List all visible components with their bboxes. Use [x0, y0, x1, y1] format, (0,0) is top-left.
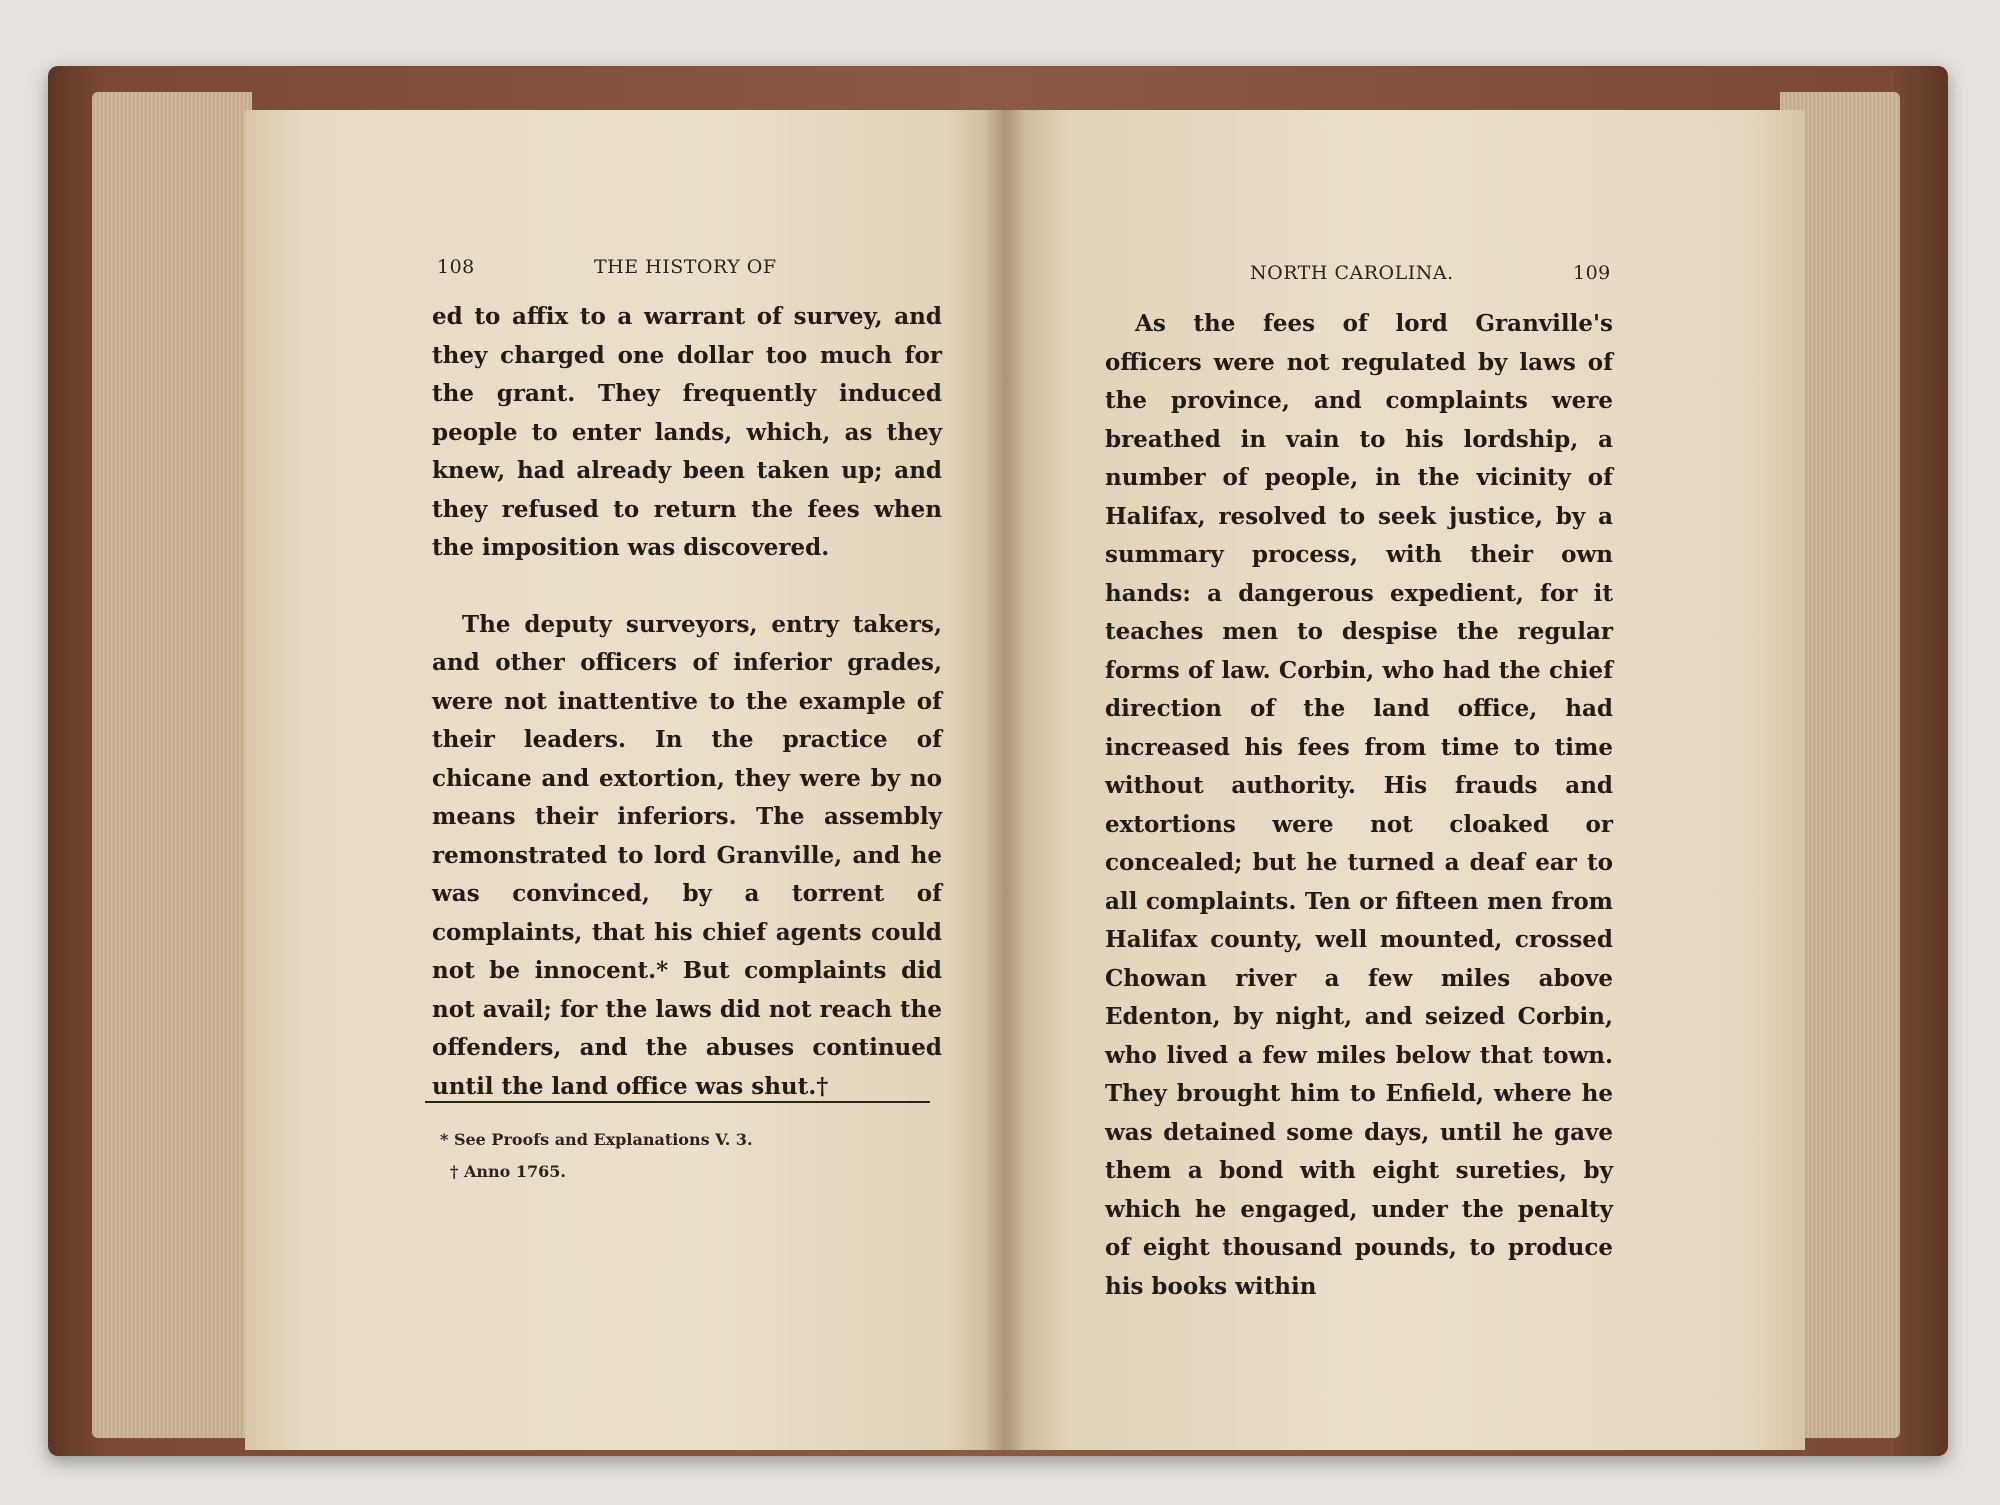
footnote-rule	[425, 1101, 930, 1103]
left-paragraph-1: ed to affix to a warrant of survey, and they charged one dollar too much for the grant. They frequently induced people to enter lands, which, as they knew, had already been taken up; and they refused to return the fees when the imposition was discovered.	[432, 303, 942, 561]
footnote-1: * See Proofs and Explanations V. 3.	[440, 1130, 753, 1149]
footnote-2: † Anno 1765.	[450, 1162, 566, 1181]
left-paragraph-2: The deputy surveyors, entry takers, and other officers of inferior grades, were not inattentive to the example of their leaders. In the practice of chicane and extortion, they were by no means their inferiors. The assembly remonstrated to lord Granville, and he was convinced, by a torrent of complaints, that his chief agents could not be innocent.* But complaints did not avail; for the laws did not reach the offenders, and the abuses continued until the land office was shut.†	[432, 610, 942, 1100]
right-running-head: NORTH CAROLINA.	[1250, 262, 1454, 284]
left-running-head: THE HISTORY OF	[594, 256, 777, 278]
left-body	[432, 298, 942, 1106]
right-paragraph-1: As the fees of lord Granville's officers were not regulated by laws of the province, and complaints were breathed in vain to his lordship, a number of people, in the vicinity of Halifax, resolved to seek justice, by a summary process, with their own hands: a dangerous expedient, for it teaches men to despise the regular forms of law. Corbin, who had the chief direction of the land office, had increased his fees from time to time without authority. His frauds and extortions were not cloaked or concealed; but he turned a deaf ear to all complaints. Ten or fifteen men from Halifax county, well mounted, crossed Chowan river a few miles above Edenton, by night, and seized Corbin, who lived a few miles below that town. They brought him to Enfield, where he was detained some days, until he gave them a bond with eight sureties, by which he engaged, under the penalty of eight thousand pounds, to produce his books within	[1105, 310, 1613, 1300]
right-page-number: 109	[1573, 262, 1611, 284]
page-edges-left	[92, 92, 252, 1438]
book-gutter	[985, 110, 1025, 1450]
left-page-number: 108	[437, 256, 475, 278]
right-body	[1105, 305, 1613, 1306]
